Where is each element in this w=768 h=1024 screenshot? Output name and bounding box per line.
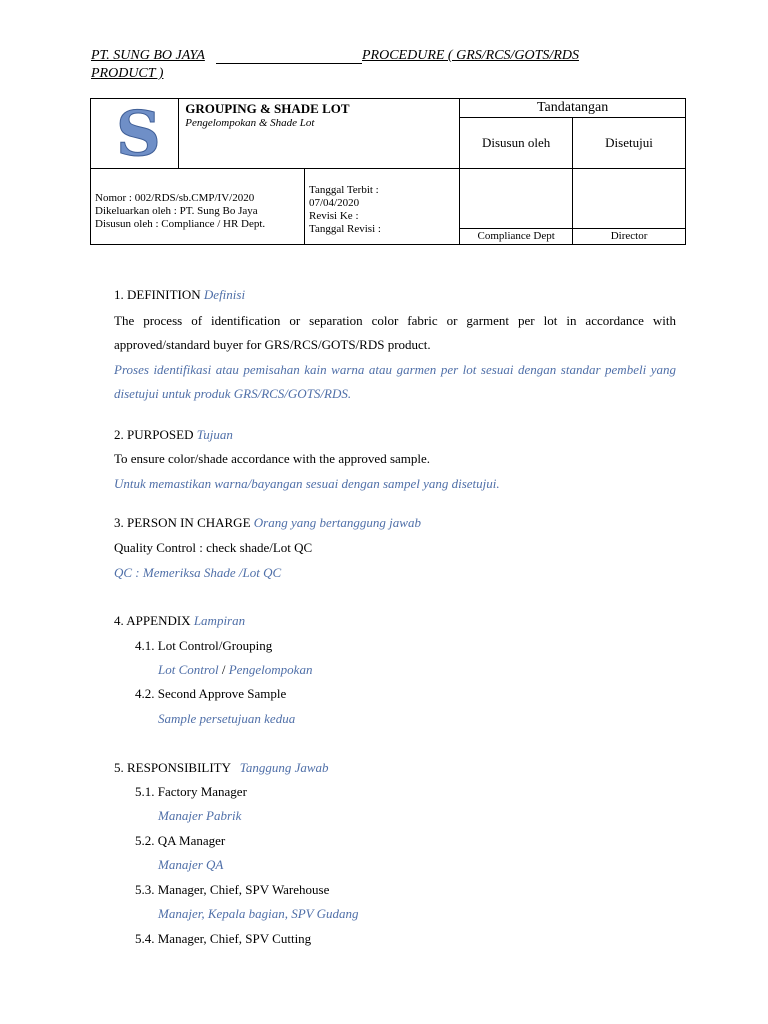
responsibility-item: 5.4. Manager, Chief, SPV Cutting	[135, 931, 312, 946]
person-in-charge-text-id: QC : Memeriksa Shade /Lot QC	[114, 565, 282, 580]
document-control-table	[90, 98, 686, 245]
document-subtitle: Pengelompokan & Shade Lot	[185, 117, 315, 129]
signature-heading: Tandatangan	[536, 100, 609, 115]
revision-date: Tanggal Revisi :	[309, 223, 381, 235]
document-title-cell	[179, 99, 460, 169]
definition-text: The process of identification or separation color fabric or garment per lot in accordance with approved/standard buyer for GRS/RCS/GOTS/RDS product.	[114, 313, 676, 352]
appendix-item-id: Lot Control / Pengelompokan	[158, 662, 313, 677]
signature-header-cell	[460, 99, 686, 169]
compiled-by: Disusun oleh : Compliance / HR Dept.	[95, 218, 266, 230]
procedure-title: PROCEDURE ( GRS/RCS/GOTS/RDS	[362, 48, 579, 63]
purpose-text: To ensure color/shade accordance with the approved sample.	[114, 451, 431, 466]
section-person-in-charge-heading: 3. PERSON IN CHARGE Orang yang bertanggung jawab	[114, 515, 421, 530]
signature-label-director: Director	[573, 228, 685, 244]
responsibility-item: 5.1. Factory Manager	[135, 784, 247, 799]
definition-text-id: Proses identifikasi atau pemisahan kain warna atau garmen per lot sesuai dengan standar pembeli yang disetujui untuk produk GRS/RCS/GOTS/RDS.	[114, 362, 676, 401]
person-in-charge-text: Quality Control : check shade/Lot QC	[114, 540, 313, 555]
section-definition-heading: 1. DEFINITION Definisi	[114, 287, 246, 302]
appendix-item-id: Sample persetujuan kedua	[158, 711, 296, 726]
document-title: GROUPING & SHADE LOT	[185, 101, 350, 116]
appendix-item: 4.2. Second Approve Sample	[135, 686, 287, 701]
responsibility-item-id: Manajer Pabrik	[158, 808, 242, 823]
purpose-text-id: Untuk memastikan warna/bayangan sesuai dengan sampel yang disetujui.	[114, 476, 500, 491]
signature-box-compliance	[460, 169, 573, 245]
company-logo: S	[116, 97, 161, 170]
section-appendix-heading: 4. APPENDIX Lampiran	[114, 613, 246, 628]
section-purpose-heading: 2. PURPOSED Tujuan	[114, 427, 233, 442]
responsibility-item-id: Manajer, Kepala bagian, SPV Gudang	[158, 906, 359, 921]
responsibility-item-id: Manajer QA	[158, 857, 224, 872]
issued-by: Dikeluarkan oleh : PT. Sung Bo Jaya	[95, 205, 258, 217]
approved-by-label: Disetujui	[605, 135, 653, 150]
prepared-by-label: Disusun oleh	[460, 118, 572, 169]
responsibility-item: 5.2. QA Manager	[135, 833, 226, 848]
responsibility-item: 5.3. Manager, Chief, SPV Warehouse	[135, 882, 330, 897]
signature-label-compliance: Compliance Dept	[460, 228, 572, 244]
section-responsibility-heading: 5. RESPONSIBILITY Tanggung Jawab	[114, 760, 329, 775]
date-block	[305, 169, 460, 244]
document-number: Nomor : 002/RDS/sb.CMP/IV/2020	[95, 192, 255, 204]
issue-date-value: 07/04/2020	[309, 197, 360, 209]
signature-box-director	[573, 169, 686, 245]
logo-cell	[91, 99, 179, 169]
meta-cell	[91, 169, 460, 245]
appendix-item: 4.1. Lot Control/Grouping	[135, 638, 273, 653]
issue-date-label: Tanggal Terbit :	[309, 184, 379, 196]
document-number-block	[91, 169, 305, 244]
revision-number: Revisi Ke :	[309, 210, 359, 222]
procedure-title-cont: PRODUCT )	[91, 66, 164, 81]
company-name: PT. SUNG BO JAYA	[91, 48, 205, 63]
header-underline	[216, 63, 362, 64]
